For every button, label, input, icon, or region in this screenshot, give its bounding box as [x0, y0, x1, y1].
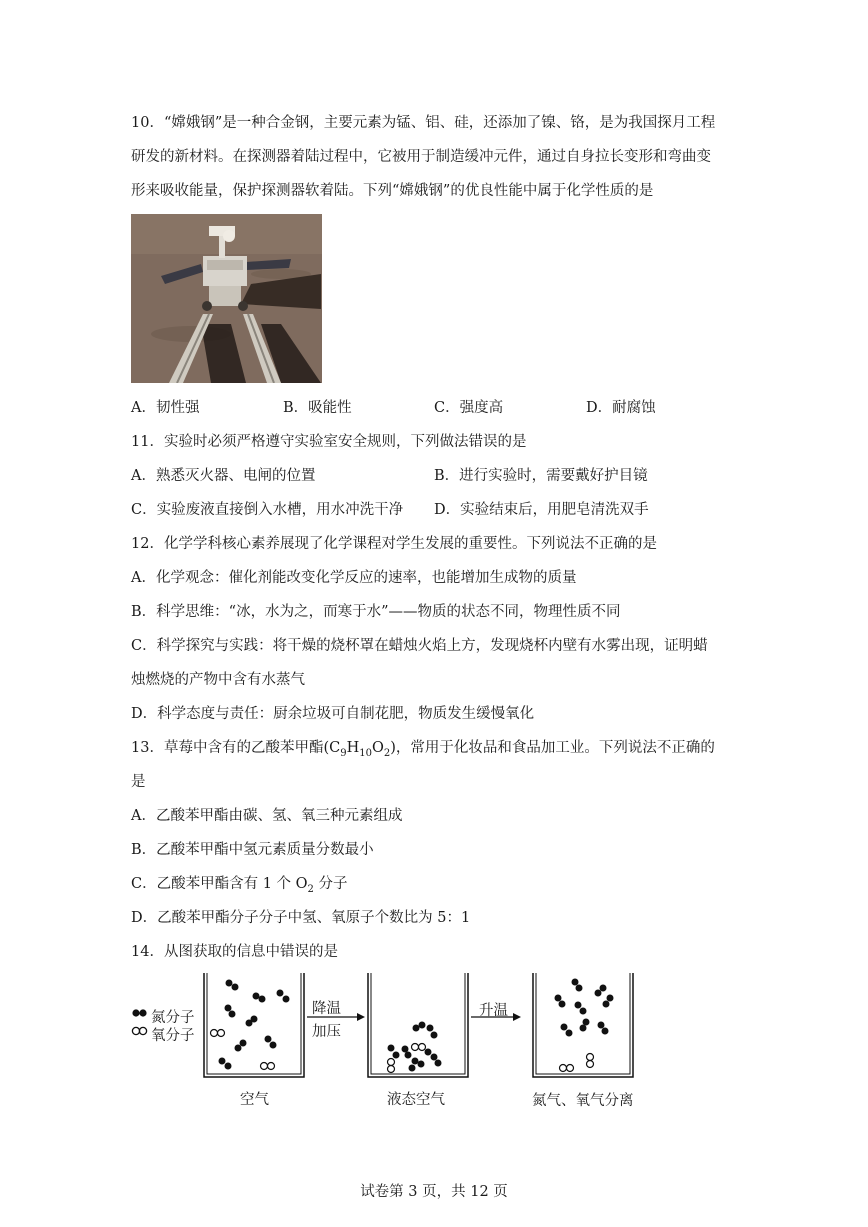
arrow2-top-label: 升温 — [479, 1003, 508, 1019]
q11-stem: 11．实验时必须严格遵守实验室安全规则，下列做法错误的是 — [131, 434, 527, 450]
q10-option-a: A．韧性强 — [131, 400, 200, 416]
q13-formula-o: O — [371, 740, 384, 756]
beaker2-label: 液态空气 — [387, 1092, 445, 1108]
arrow1-bottom-label: 加压 — [312, 1024, 341, 1040]
legend-oxygen-label: 氧分子 — [151, 1028, 195, 1044]
q10-option-b: B．吸能性 — [283, 400, 352, 416]
q13-option-d: D．乙酸苯甲酯分子分子中氢、氧原子个数比为 5：1 — [131, 910, 471, 926]
beaker-separated — [533, 973, 633, 1077]
page-footer: 试卷第 3 页，共 12 页 — [360, 1184, 508, 1200]
oxygen-molecule-legend-icon — [132, 1027, 146, 1034]
arrow1-top-label: 降温 — [312, 1001, 341, 1017]
q10-stem-line2: 研发的新材料。在探测器着陆过程中，它被用于制造缓冲元件，通过自身拉长变形和弯曲变 — [131, 149, 711, 165]
q13-option-c-post: 分子 — [313, 876, 348, 892]
q11-option-b: B．进行实验时，需要戴好护目镜 — [434, 468, 648, 484]
q11-option-d: D．实验结束后，用肥皂清洗双手 — [434, 502, 649, 518]
q10-stem-line1: 10．“嫦娥钢”是一种合金钢，主要元素为锰、铝、硅，还添加了镍、铬，是为我国探月工程 — [131, 115, 716, 131]
q13-formula-h: H — [346, 740, 360, 756]
beaker-air — [204, 973, 304, 1077]
q12-option-a: A．化学观念：催化剂能改变化学反应的速率，也能增加生成物的质量 — [131, 570, 577, 586]
q12-option-b: B．科学思维：“冰，水为之，而寒于水”——物质的状态不同，物理性质不同 — [131, 604, 621, 620]
q10-option-c: C．强度高 — [434, 400, 504, 416]
lunar-rover-photo — [131, 214, 322, 383]
q13-formula-h-count: 10 — [359, 747, 372, 759]
q13-option-a: A．乙酸苯甲酯由碳、氢、氧三种元素组成 — [131, 808, 403, 824]
beaker3-label: 氮气、氧气分离 — [532, 1093, 634, 1109]
q13-formula-o-count: 2 — [383, 747, 391, 759]
lunar-rover-illustration — [131, 214, 322, 383]
q13-stem-pre: 13．草莓中含有的乙酸苯甲酯(C — [131, 740, 341, 756]
q13-option-c — [131, 874, 348, 894]
q13-option-c-pre: C．乙酸苯甲酯含有 1 个 O — [131, 876, 308, 892]
q14-stem: 14．从图获取的信息中错误的是 — [131, 944, 338, 960]
q12-option-c-line2: 烛燃烧的产物中含有水蒸气 — [131, 672, 305, 688]
q12-option-c-line1: C．科学探究与实践：将干燥的烧杯罩在蜡烛火焰上方，发现烧杯内壁有水雾出现，证明蜡 — [131, 638, 708, 654]
molecule-diagram — [128, 965, 648, 1085]
beaker1-label: 空气 — [240, 1092, 269, 1108]
q13-stem-line2: 是 — [131, 774, 146, 790]
legend-nitrogen-label: 氮分子 — [151, 1010, 195, 1026]
q10-stem-line3: 形来吸收能量，保护探测器软着陆。下列“嫦娥钢”的优良性能中属于化学性质的是 — [131, 183, 654, 199]
nitrogen-molecule-legend-icon — [132, 1009, 146, 1016]
beaker-liquid-air — [368, 973, 468, 1077]
q13-stem-post: )，常用于化妆品和食品加工业。下列说法不正确的 — [390, 740, 715, 756]
q13-stem-line1 — [131, 738, 715, 758]
q11-option-c: C．实验废液直接倒入水槽，用水冲洗干净 — [131, 502, 404, 518]
q12-stem: 12．化学学科核心素养展现了化学课程对学生发展的重要性。下列说法不正确的是 — [131, 536, 657, 552]
q13-option-b: B．乙酸苯甲酯中氢元素质量分数最小 — [131, 842, 374, 858]
q13-option-c-sub: 2 — [307, 883, 314, 895]
q11-option-a: A．熟悉灭火器、电闸的位置 — [131, 468, 316, 484]
q12-option-d: D．科学态度与责任：厨余垃圾可自制花肥，物质发生缓慢氧化 — [131, 706, 535, 722]
q10-option-d: D．耐腐蚀 — [586, 400, 656, 416]
q13-formula-c-count: 9 — [340, 747, 347, 759]
